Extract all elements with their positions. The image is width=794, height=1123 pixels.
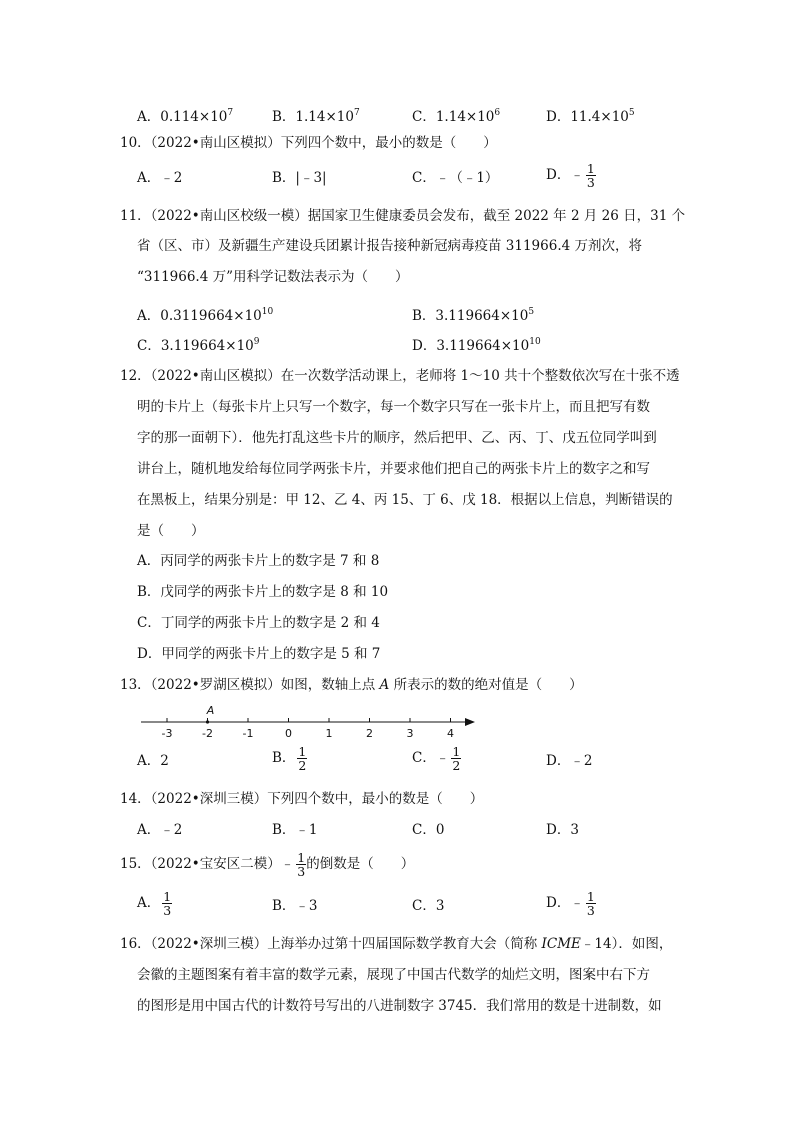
- number-line-tick-label: 1: [325, 727, 333, 740]
- q14-stem: 14．（2022•深圳三模）下列四个数中，最小的数是（ ）: [120, 791, 484, 807]
- number-line-tick-label: -3: [161, 727, 173, 740]
- q11-stem-line2: 省（区、市）及新疆生产建设兵团累计报告接种新冠病毒疫苗 311966.4 万剂次，将: [137, 238, 642, 254]
- q13-option-d: D．﹣2: [546, 753, 593, 769]
- q9-option-d: D．$11.4\times 10^5$: [546, 108, 635, 125]
- q11-option-c: C．$3.119664\times 10^9$: [137, 337, 260, 354]
- q9-option-c: C．$1.14\times 10^6$: [412, 108, 501, 125]
- q12-stem-line2: 明的卡片上（每张卡片上只写一个数字，每一个数字只写在一张卡片上，而且把写有数: [137, 399, 650, 415]
- q10-option-a: A．﹣2: [137, 170, 183, 186]
- number-line-tick-label: 0: [285, 727, 292, 740]
- q12-stem-line3: 字的那一面朝下）．他先打乱这些卡片的顺序，然后把甲、乙、丙、丁、戊五位同学叫到: [137, 430, 657, 446]
- q15-option-d: D．﹣ $\frac{1}{3}$: [546, 889, 595, 918]
- number-line-tick-label: 3: [406, 727, 414, 740]
- q15-option-b: B．﹣3: [272, 898, 318, 914]
- number-line-tick-label: 2: [366, 727, 373, 740]
- q12-option-c: C．丁同学的两张卡片上的数字是 2 和 4: [137, 615, 380, 631]
- point-a-label: A: [206, 704, 215, 717]
- number-line-tick-label: -2: [202, 727, 213, 740]
- q15-option-c: C．3: [412, 898, 445, 914]
- q9-option-b: B．$1.14\times 10^7$: [272, 108, 360, 125]
- q13-option-b: B． $\frac{1}{2}$: [272, 744, 307, 773]
- number-line-figure: [135, 702, 495, 742]
- q10-option-c: C．﹣（﹣1）: [412, 170, 499, 186]
- q11-option-a: A．$0.3119664\times 10^{10}$: [137, 307, 274, 324]
- q11-stem-line3: “311966.4 万”用科学记数法表示为（ ）: [137, 269, 409, 285]
- q10-option-b: B．|﹣3|: [272, 170, 327, 186]
- q15-option-a: A． $\frac{1}{3}$: [137, 889, 172, 918]
- q12-stem-line1: 12．（2022•南山区模拟）在一次数学活动课上，老师将 1～10 共十个整数依次写在十张不透: [120, 368, 680, 384]
- q14-option-c: C．0: [412, 822, 445, 838]
- q16-stem-line2: 会徽的主题图案有着丰富的数学元素，展现了中国古代数学的灿烂文明，图案中右下方: [137, 967, 650, 983]
- q11-stem-line1: 11．（2022•南山区校级一模）据国家卫生健康委员会发布，截至 2022 年 2 月 26 日，31 个: [120, 208, 686, 224]
- number-line-tick-label: 4: [447, 727, 454, 740]
- q11-option-b: B．$3.119664\times 10^5$: [412, 307, 535, 324]
- q10-stem: 10．（2022•南山区模拟）下列四个数中，最小的数是（ ）: [120, 135, 497, 151]
- q10-option-d: D．﹣ $\frac{1}{3}$: [546, 161, 595, 190]
- q9-option-a: A．$0.114\times 10^7$: [137, 108, 234, 125]
- q12-stem-line6: 是（ ）: [137, 523, 205, 539]
- number-line-arrow: [465, 718, 475, 726]
- q13-option-c: C．﹣ $\frac{1}{2}$: [412, 744, 461, 773]
- number-line-tick-label: -1: [242, 727, 254, 740]
- q12-option-a: A．丙同学的两张卡片上的数字是 7 和 8: [137, 553, 380, 569]
- q13-stem: 13．（2022•罗湖区模拟）如图，数轴上点 A 所表示的数的绝对值是（ ）: [120, 677, 583, 693]
- q12-stem-line4: 讲台上，随机地发给每位同学两张卡片，并要求他们把自己的两张卡片上的数字之和写: [137, 461, 650, 477]
- point-a-marker: [206, 720, 209, 723]
- q12-option-d: D．甲同学的两张卡片上的数字是 5 和 7: [137, 646, 381, 662]
- q16-stem-line1: 16．（2022•深圳三模）上海举办过第十四届国际数学教育大会（简称 ICME﹣14）．如图，: [120, 936, 673, 952]
- q15-stem: 15．（2022•宝安区二模）﹣ $\frac{1}{3}$ 的倒数是（ ）: [120, 850, 415, 879]
- q13-option-a: A．2: [137, 753, 169, 769]
- q14-option-d: D．3: [546, 822, 579, 838]
- q16-stem-line3: 的图形是用中国古代的计数符号写出的八进制数字 3745．我们常用的数是十进制数，如: [137, 998, 662, 1014]
- q11-option-d: D．$3.119664\times 10^{10}$: [412, 337, 541, 354]
- q12-stem-line5: 在黑板上，结果分别是：甲 12、乙 4、丙 15、丁 6、戊 18．根据以上信息，判断错误的: [137, 492, 673, 508]
- q12-option-b: B．戊同学的两张卡片上的数字是 8 和 10: [137, 584, 389, 600]
- q14-option-b: B．﹣1: [272, 822, 318, 838]
- q14-option-a: A．﹣2: [137, 822, 183, 838]
